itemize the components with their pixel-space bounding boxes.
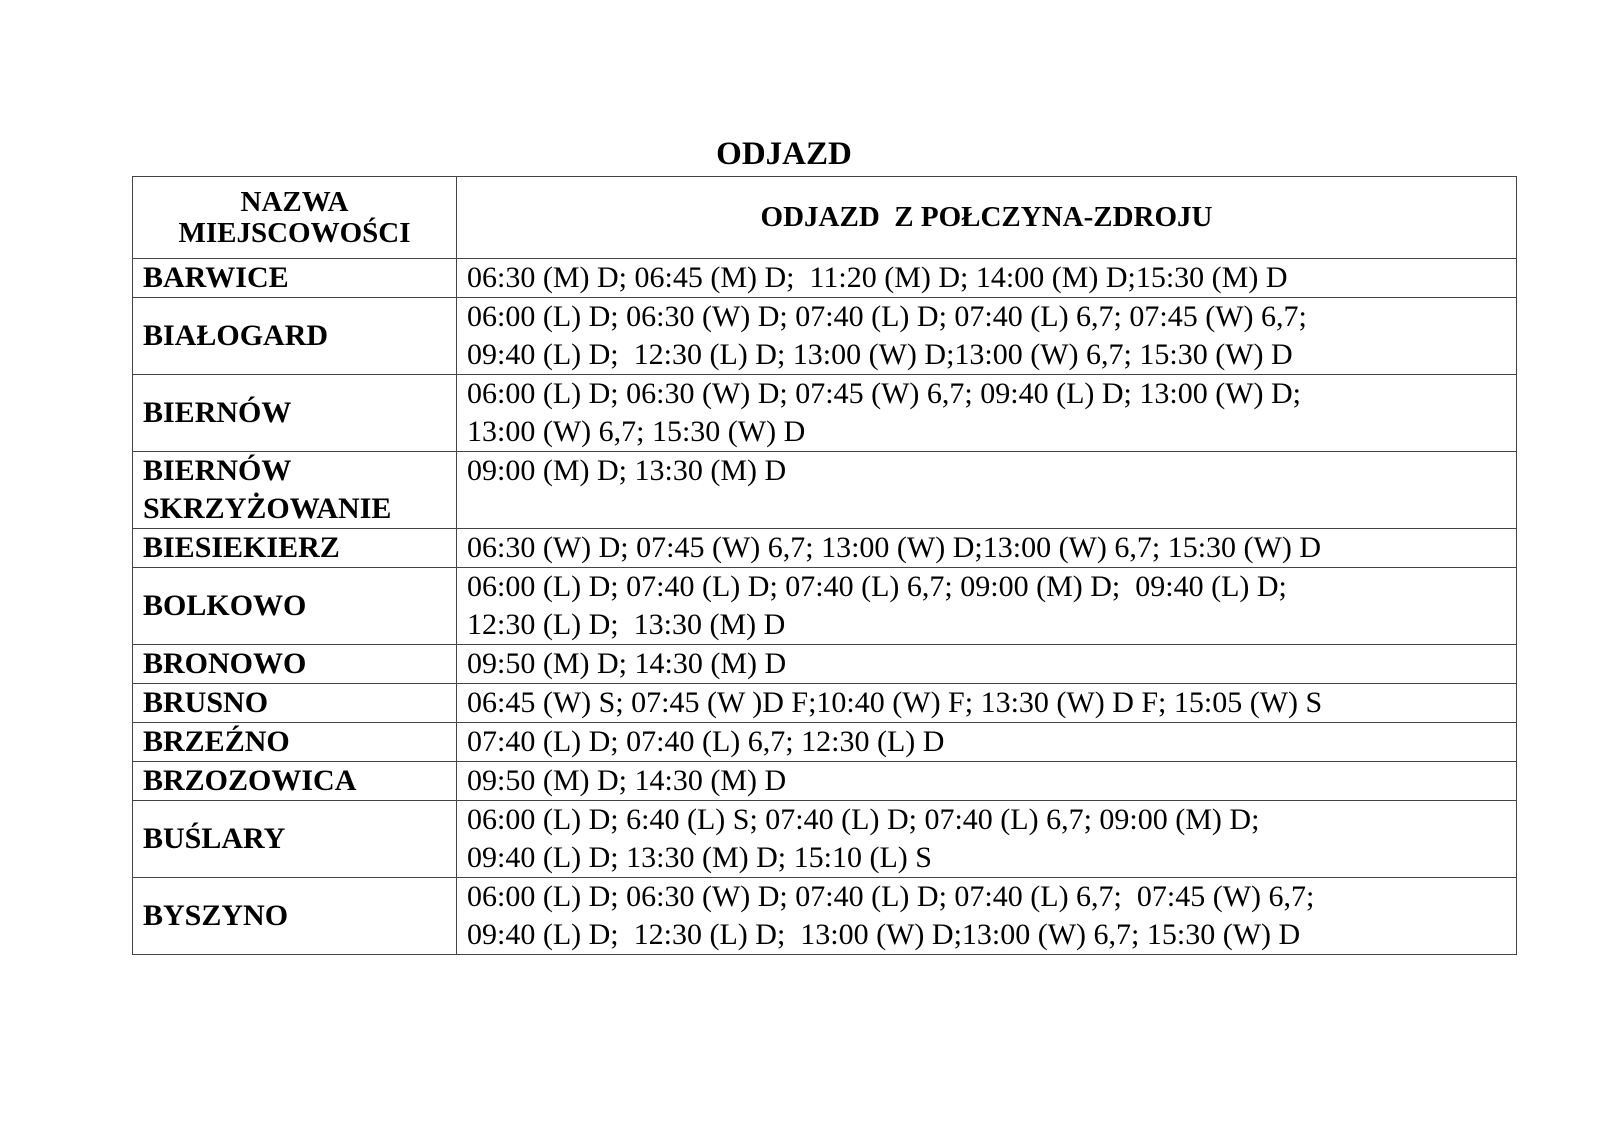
departure-times-line: 09:50 (M) D; 14:30 (M) D [467, 764, 787, 797]
locality-name-line: BRONOWO [143, 647, 307, 680]
departure-times-line: 06:30 (W) D; 07:45 (W) 6,7; 13:00 (W) D;13:00 (W) 6,7; 15:30 (W) D [467, 531, 1321, 564]
table-row [133, 684, 1517, 723]
departure-times-line: 06:00 (L) D; 6:40 (L) S; 07:40 (L) D; 07:40 (L) 6,7; 09:00 (M) D; [467, 803, 1260, 836]
locality-name-line: BRUSNO [143, 686, 269, 719]
departure-times-line: 09:40 (L) D; 12:30 (L) D; 13:00 (W) D;13:00 (W) 6,7; 15:30 (W) D [467, 338, 1293, 371]
departure-times [457, 645, 1517, 684]
table-row [133, 452, 1517, 529]
locality-name [133, 762, 457, 801]
locality-name [133, 684, 457, 723]
departure-times [457, 723, 1517, 762]
departure-table [132, 176, 1517, 955]
departure-times-line: 13:00 (W) 6,7; 15:30 (W) D [467, 415, 806, 448]
table-row [133, 375, 1517, 452]
departure-times [457, 568, 1517, 645]
departure-times-line: 06:00 (L) D; 06:30 (W) D; 07:45 (W) 6,7; 09:40 (L) D; 13:00 (W) D; [467, 377, 1302, 410]
locality-name [133, 801, 457, 878]
departure-times-line: 09:00 (M) D; 13:30 (M) D [467, 454, 787, 487]
table-row [133, 259, 1517, 298]
page-title: ODJAZD [716, 136, 852, 172]
header-locality-line1: NAZWA [240, 185, 349, 218]
departure-times-line: 09:40 (L) D; 13:30 (M) D; 15:10 (L) S [467, 841, 932, 874]
locality-name-line: BOLKOWO [143, 589, 307, 622]
departure-times [457, 762, 1517, 801]
table-row [133, 801, 1517, 878]
locality-name-line: BRZEŹNO [143, 725, 290, 758]
header-departures: ODJAZD Z POŁCZYNA-ZDROJU [457, 177, 1517, 259]
departure-times-line: 06:45 (W) S; 07:45 (W )D F;10:40 (W) F; 13:30 (W) D F; 15:05 (W) S [467, 686, 1323, 719]
locality-name-line: BRZOZOWICA [143, 764, 357, 797]
departure-times-line: 09:40 (L) D; 12:30 (L) D; 13:00 (W) D;13:00 (W) 6,7; 15:30 (W) D [467, 918, 1301, 951]
departure-times [457, 529, 1517, 568]
departure-times [457, 801, 1517, 878]
departure-times [457, 878, 1517, 955]
locality-name [133, 529, 457, 568]
locality-name-line: BIERNÓW [143, 454, 292, 487]
table-row [133, 762, 1517, 801]
departure-times-line: 07:40 (L) D; 07:40 (L) 6,7; 12:30 (L) D [467, 725, 945, 758]
locality-name [133, 878, 457, 955]
table-header-row [133, 177, 1517, 259]
table-row [133, 723, 1517, 762]
table-row [133, 529, 1517, 568]
departure-times [457, 298, 1517, 375]
locality-name [133, 259, 457, 298]
locality-name [133, 723, 457, 762]
departure-times [457, 452, 1517, 529]
locality-name [133, 375, 457, 452]
table-row [133, 568, 1517, 645]
departure-times [457, 684, 1517, 723]
header-locality-line2: MIEJSCOWOŚCI [178, 216, 411, 249]
locality-name-line: SKRZYŻOWANIE [143, 492, 392, 525]
locality-name-line: BARWICE [143, 261, 289, 294]
departure-times [457, 375, 1517, 452]
header-locality [133, 177, 457, 259]
locality-name [133, 452, 457, 529]
departure-times-line: 06:00 (L) D; 06:30 (W) D; 07:40 (L) D; 07:40 (L) 6,7; 07:45 (W) 6,7; [467, 300, 1307, 333]
locality-name-line: BUŚLARY [143, 822, 286, 855]
table-row [133, 878, 1517, 955]
departure-times [457, 259, 1517, 298]
locality-name [133, 298, 457, 375]
locality-name-line: BIESIEKIERZ [143, 531, 340, 564]
locality-name-line: BIERNÓW [143, 396, 292, 429]
table-row [133, 645, 1517, 684]
locality-name [133, 645, 457, 684]
departure-times-line: 06:30 (M) D; 06:45 (M) D; 11:20 (M) D; 14:00 (M) D;15:30 (M) D [467, 261, 1288, 294]
locality-name-line: BYSZYNO [143, 899, 289, 932]
departure-times-line: 09:50 (M) D; 14:30 (M) D [467, 647, 787, 680]
departure-times-line: 12:30 (L) D; 13:30 (M) D [467, 608, 786, 641]
departure-times-line: 06:00 (L) D; 07:40 (L) D; 07:40 (L) 6,7; 09:00 (M) D; 09:40 (L) D; [467, 570, 1287, 603]
locality-name-line: BIAŁOGARD [143, 319, 329, 352]
table-row [133, 298, 1517, 375]
departure-times-line: 06:00 (L) D; 06:30 (W) D; 07:40 (L) D; 07:40 (L) 6,7; 07:45 (W) 6,7; [467, 880, 1315, 913]
locality-name [133, 568, 457, 645]
